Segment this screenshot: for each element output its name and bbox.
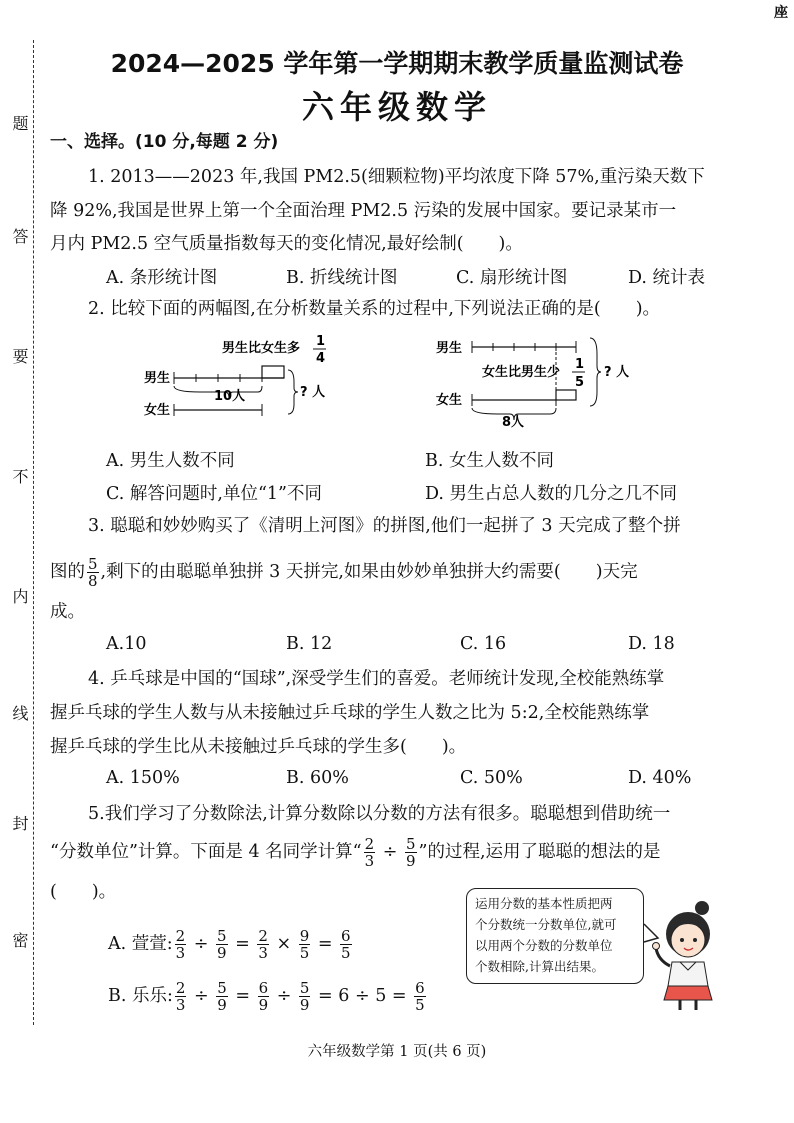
subject-title: 六年级数学 [301, 88, 492, 126]
q4-option-d: D. 40% [628, 768, 692, 788]
q1-option-c: C. 扇形统计图 [456, 268, 568, 288]
q5-line1: 5.我们学习了分数除法,计算分数除以分数的方法有很多。聪聪想到借助统一 [88, 804, 671, 824]
q3-line2-start: 图的 [50, 562, 85, 582]
q1-line1: 1. 2013——2023 年,我国 PM2.5(细颗粒物)平均浓度下降 57%,重污染天数下 [88, 167, 705, 187]
diagram-left-question: ? 人 [300, 385, 326, 400]
speech-bubble: 运用分数的基本性质把两 个分数统一分数单位,就可 以用两个分数的分数单位 个数相除,计算出结果。 [466, 888, 644, 984]
seat-label: 座 [774, 5, 788, 21]
diagram-right-girls: 女生 [436, 393, 463, 408]
q3-fraction: $\frac{5}{8}$ [88, 555, 98, 590]
margin-char: 题 [10, 115, 29, 131]
margin-char: 密 [10, 932, 29, 948]
q1-line2: 降 92%,我国是世界上第一个全面治理 PM2.5 污染的发展中国家。要记录某市一 [50, 201, 677, 221]
diagram-left-value: 10人 [214, 389, 246, 404]
section-heading: 一、选择。(10 分,每题 2 分) [50, 132, 279, 152]
q2-option-d: D. 男生占总人数的几分之几不同 [425, 484, 678, 504]
diagram-right-mid-label: 女生比男生少 [482, 365, 561, 380]
diagram-left-top-label: 男生比女生多 [222, 341, 301, 356]
q3-option-c: C. 16 [460, 634, 507, 654]
q4-option-a: A. 150% [106, 768, 180, 788]
margin-char: 线 [10, 705, 29, 721]
q4-option-c: C. 50% [460, 768, 523, 788]
q3-option-a: A.10 [106, 634, 147, 654]
q5-line3: ( )。 [50, 882, 117, 902]
binding-line [33, 40, 34, 1025]
q2-line1: 2. 比较下面的两幅图,在分析数量关系的过程中,下列说法正确的是( )。 [88, 299, 661, 319]
q3-line3: 成。 [50, 602, 85, 622]
diagram-left-frac-n: 1 [316, 334, 326, 349]
q2-diagram-left [130, 330, 360, 425]
q2-diagram-right [430, 330, 660, 430]
exam-title: 2024—2025 学年第一学期期末教学质量监测试卷 [110, 49, 684, 78]
q4-option-b: B. 60% [286, 768, 349, 788]
q3-line2-end: ,剩下的由聪聪单独拼 3 天拼完,如果由妙妙单独拼大约需要( )天完 [100, 562, 638, 582]
page-footer: 六年级数学第 1 页(共 6 页) [307, 1044, 487, 1060]
diagram-right-value: 8人 [502, 415, 525, 430]
diagram-right-frac-d: 5 [575, 375, 585, 390]
q5-line2: “分数单位”计算。下面是 4 名同学计算“ $\frac{2}{3}$ ÷ $\frac{5}{9}$ ”的过程,运用了聪聪的想法的是 [50, 835, 661, 870]
q5-option-b: B. 乐乐: $\frac{2}{3}$ ÷ $\frac{5}{9}$ = $\frac{6}{9}$ ÷ $\frac{5}{9}$ = 6 ÷ 5 = $\frac{6}{5}$ [108, 979, 425, 1014]
margin-char: 封 [10, 815, 29, 831]
q3-line1: 3. 聪聪和妙妙购买了《清明上河图》的拼图,他们一起拼了 3 天完成了整个拼 [88, 516, 681, 536]
diagram-left-frac-d: 4 [316, 351, 326, 366]
q2-option-b: B. 女生人数不同 [425, 451, 554, 471]
q1-line3: 月内 PM2.5 空气质量指数每天的变化情况,最好绘制( )。 [50, 234, 523, 254]
diagram-right-boys: 男生 [436, 341, 463, 356]
q2-option-c: C. 解答问题时,单位“1”不同 [106, 484, 322, 504]
q2-option-a: A. 男生人数不同 [106, 451, 235, 471]
q3-option-b: B. 12 [286, 634, 333, 654]
diagram-right-frac-n: 1 [575, 357, 585, 372]
margin-char: 答 [10, 228, 29, 244]
q4-line3: 握乒乓球的学生比从未接触过乒乓球的学生多( )。 [50, 737, 467, 757]
diagram-right-question: ? 人 [604, 365, 630, 380]
q3-line2 [50, 552, 638, 592]
q1-option-a: A. 条形统计图 [106, 268, 218, 288]
margin-char: 内 [10, 588, 29, 604]
q3-option-d: D. 18 [628, 634, 675, 654]
q5-option-a: A. 萱萱: $\frac{2}{3}$ ÷ $\frac{5}{9}$ = $\frac{2}{3}$ × $\frac{9}{5}$ = $\frac{6}{5}$ [108, 927, 351, 962]
q1-option-b: B. 折线统计图 [286, 268, 398, 288]
q1-option-d: D. 统计表 [628, 268, 706, 288]
margin-char: 不 [10, 468, 29, 484]
q4-line2: 握乒乓球的学生人数与从未接触过乒乓球的学生人数之比为 5:2,全校能熟练掌 [50, 703, 650, 723]
diagram-left-boys: 男生 [144, 371, 171, 386]
diagram-left-girls: 女生 [144, 403, 171, 418]
margin-char: 要 [10, 348, 29, 364]
girl-illustration-icon [652, 900, 724, 1012]
q4-line1: 4. 乒乓球是中国的“国球”,深受学生们的喜爱。老师统计发现,全校能熟练掌 [88, 669, 665, 689]
